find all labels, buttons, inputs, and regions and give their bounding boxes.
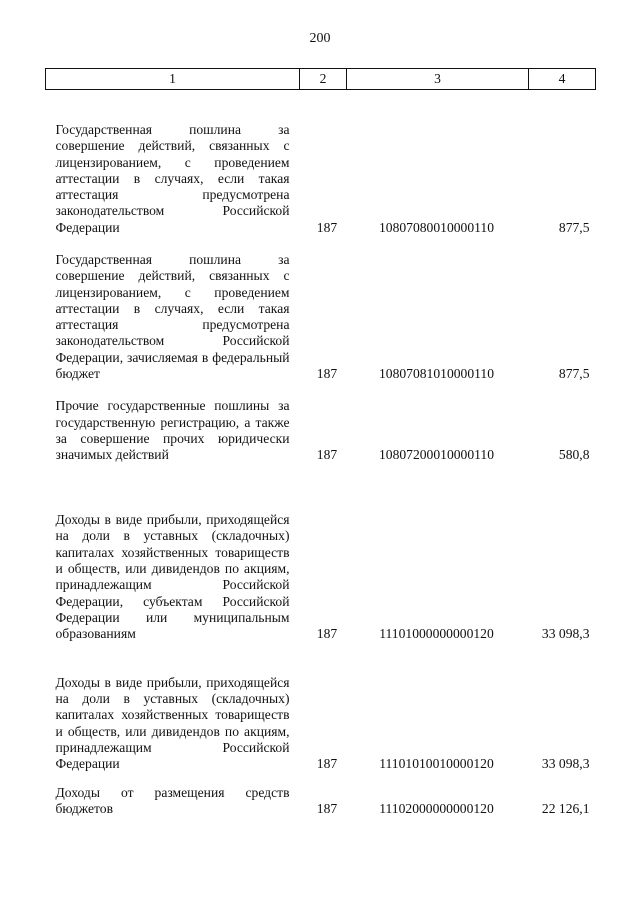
amount: 22 126,1 [541, 800, 590, 816]
admin-code: 187 [316, 366, 338, 382]
budget-class-code: 11102000000000120 [379, 800, 494, 816]
table-row [46, 464, 596, 643]
header-col-1: 1 [46, 69, 300, 90]
budget-class-code: 11101010010000120 [379, 756, 494, 772]
budget-class-code: 10807081010000110 [378, 366, 495, 382]
admin-code: 187 [316, 219, 338, 235]
header-col-4: 4 [529, 69, 596, 90]
table-header [46, 69, 596, 90]
table-row [46, 643, 596, 773]
admin-code: 187 [316, 800, 338, 816]
admin-code: 187 [316, 626, 338, 642]
amount: 33 098,3 [541, 626, 590, 642]
page-number: 200 [309, 31, 331, 46]
income-name: Доходы от размещения средств бюджетов [55, 784, 290, 816]
header-row [46, 69, 596, 90]
amount: 580,8 [558, 447, 590, 463]
income-name: Доходы в виде прибыли, приходящейся на доли в уставных (складочных) капиталах хозяйственных товариществ и обществ, или дивидендов по акциям, принадлежащим Российской Федерации, субъектам Российской Федерации или муниципальным образованиям [55, 512, 290, 642]
income-name: Прочие государственные пошлины за государственную регистрацию, а также за совершение прочих юридически значимых действий [55, 398, 290, 463]
amount: 877,5 [558, 219, 590, 235]
table-row [46, 236, 596, 382]
table-row [46, 382, 596, 463]
header-col-3: 3 [347, 69, 529, 90]
admin-code: 187 [316, 447, 338, 463]
amount: 877,5 [558, 366, 590, 382]
table-row [46, 90, 596, 237]
amount: 33 098,3 [541, 756, 590, 772]
income-name: Доходы в виде прибыли, приходящейся на доли в уставных (складочных) капиталах хозяйственных товариществ и обществ, или дивидендов по акциям, принадлежащим Российской Федерации [55, 674, 290, 772]
income-name: Государственная пошлина за совершение действий, связанных с лицензированием, с проведением аттестации в случаях, если такая аттестация предусмотрена законодательством Российской Федерации [55, 121, 290, 235]
budget-class-code: 10807080010000110 [378, 219, 495, 235]
table-row [46, 773, 596, 818]
budget-class-code: 10807200010000110 [378, 447, 495, 463]
budget-table [45, 68, 596, 817]
admin-code: 187 [316, 756, 338, 772]
table-body [46, 90, 596, 818]
header-col-2: 2 [300, 69, 347, 90]
budget-class-code: 11101000000000120 [379, 626, 494, 642]
income-name: Государственная пошлина за совершение действий, связанных с лицензированием, с проведением аттестации в случаях, если такая аттестация предусмотрена законодательством Российской Федерации, зачисляемая в федеральный бюджет [55, 252, 290, 382]
